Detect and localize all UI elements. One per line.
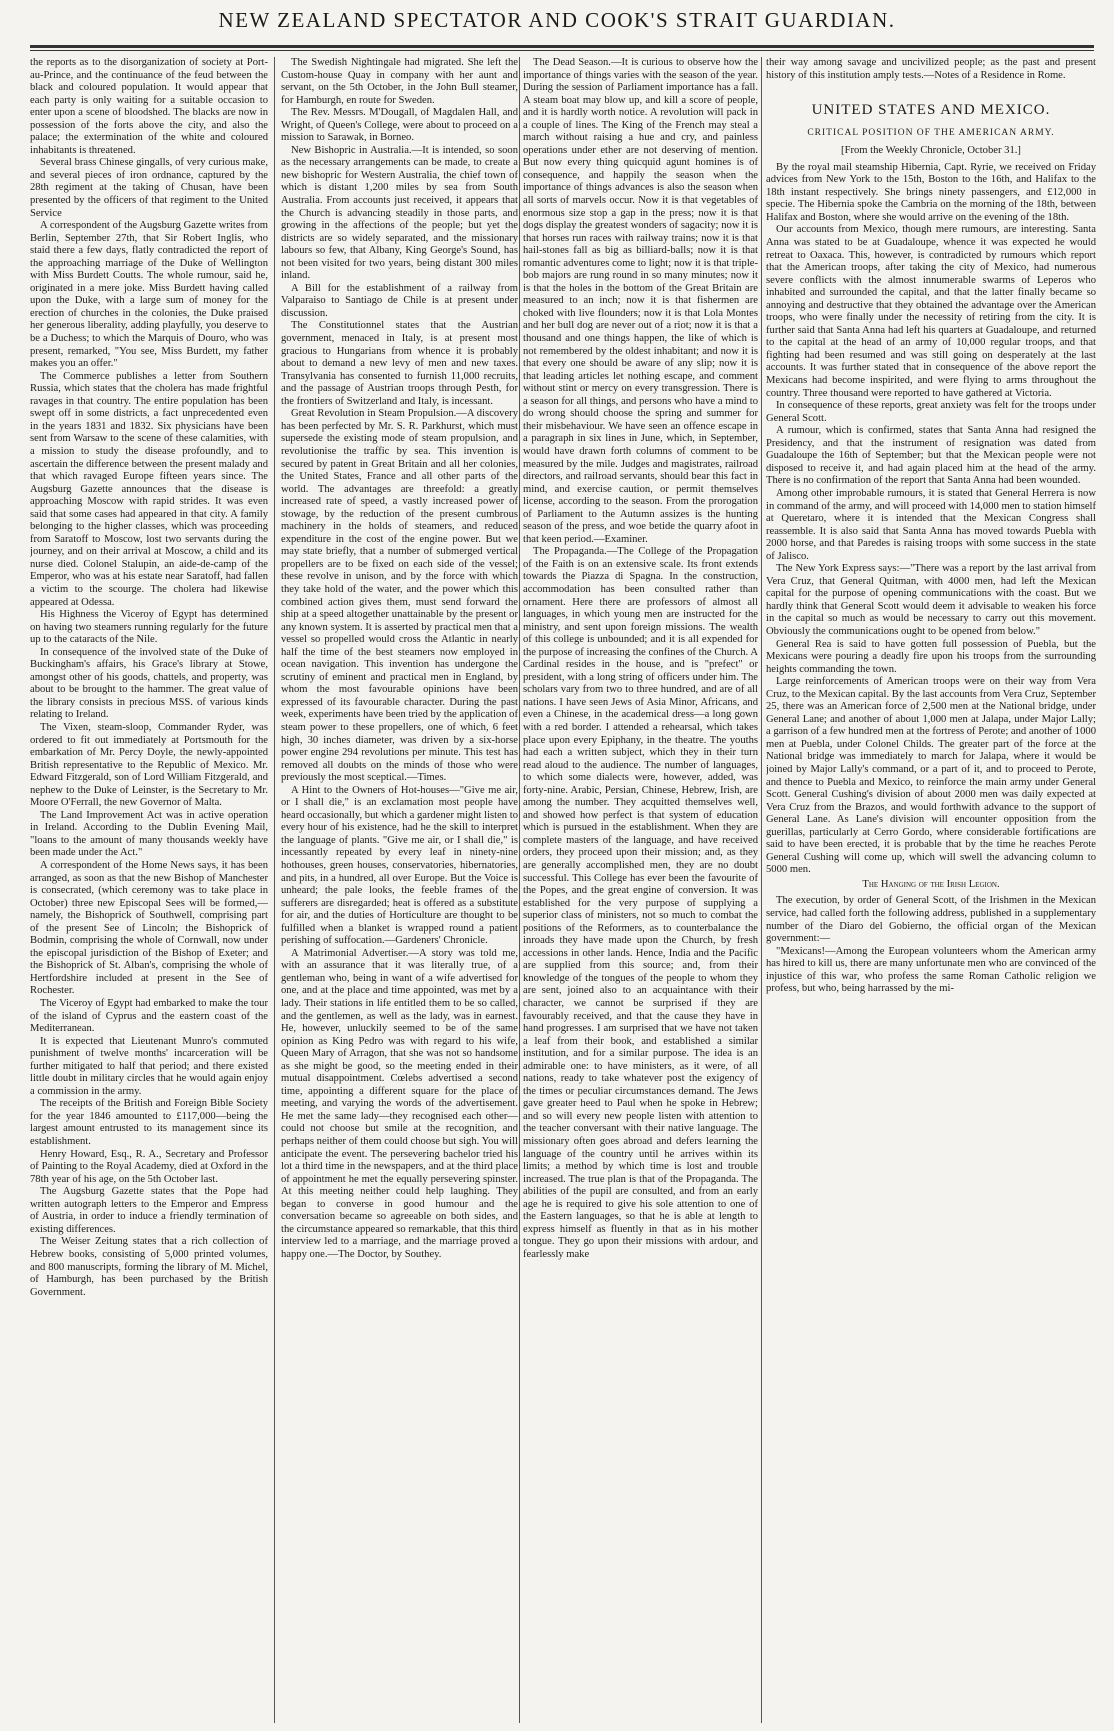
article-paragraph: A Hint to the Owners of Hot-houses—"Give me air, or I shall die," is an exclamation most people have heard occasionally, but which a gardener might listen to every hour of his existence, had he the skill to interpret the language of plants. "Give me air, or I shall die," is incessantly repeated by every leaf in ninety-nine hothouses, green houses, conservatories, hibernatories, and pits, in a hundred, all over Europe. But the Voice is unheard; the pale looks, the feeble frames of the sufferers are disregarded; heat is offered as a substitute for air, and the duties of Horticulture are thought to be fulfilled when a blanket is wrapped round a patient perishing of suffocation.—Gardeners' Chronicle. bbox=[281, 784, 518, 947]
article-paragraph: A correspondent of the Augsburg Gazette writes from Berlin, September 27th, that Sir Robert Inglis, who staid there a few days, flatly contradicted the report of the approaching marriage of the Duke of Wellington with Miss Burdett Coutts. The whole rumour, said he, originated in a mere joke. Miss Burdett having called upon the Duke, with a large sum of money for the erection of churches in the colonies, the Duke praised her generous liberality, adding playfully, you deserve to be a Duchess; to which the Marquis of Douro, who was present, remarked, "You see, Miss Burdett, my father makes you an offer." bbox=[30, 220, 268, 370]
article-paragraph: The Constitutionnel states that the Austrian government, menaced in Italy, is at present most gracious to Hungarians from whence it is probably about to demand a new levy of men and new taxes. Transylvania has consented to furnish 11,000 recruits, and the passage of Austrian troops through Pesth, for the frontiers of Switzerland and Italy, is incessant. bbox=[281, 320, 518, 407]
article-paragraph: His Highness the Viceroy of Egypt has determined on having two steamers running regularly for the future up to the cataracts of the Nile. bbox=[30, 609, 268, 646]
article-paragraph: The Swedish Nightingale had migrated. She left the Custom-house Quay in company with her aunt and servant, on the 5th October, in the John Bull steamer, for Hamburgh, en route for Sweden. bbox=[281, 57, 518, 106]
masthead-title: NEW ZEALAND SPECTATOR AND COOK'S STRAIT GUARDIAN. bbox=[218, 8, 896, 32]
article-paragraph: Several brass Chinese gingalls, of very curious make, and several pieces of iron ordnance, captured by the 28th regiment at the taking of Chusan, have been presented by the officers of that regiment to the United Service bbox=[30, 157, 268, 219]
article-paragraph: Henry Howard, Esq., R. A., Secretary and Professor of Painting to the Royal Academy, died at Oxford in the 78th year of his age, on the 5th October last. bbox=[30, 1148, 268, 1185]
section-subheading: CRITICAL POSITION OF THE AMERICAN ARMY. bbox=[807, 127, 1055, 138]
article-paragraph: General Rea is said to have gotten full possession of Puebla, but the Mexicans were pouring a deadly fire upon his troops from the surrounding heights commanding the town. bbox=[766, 638, 1096, 675]
column-divider bbox=[519, 57, 520, 1723]
article-paragraph: The Vixen, steam-sloop, Commander Ryder, was ordered to fit out immediately at Portsmouth for the embarkation of Mr. Percy Doyle, the newly-appointed British representative to the Republic of Mexico. Mr. Edward Fitzgerald, son of Lord William Fitzgerald, and nephew to the Duke of Leinster, is the Secretary to Mr. Moore O'Ferrall, the new Governor of Malta. bbox=[30, 721, 268, 809]
article-paragraph: The Propaganda.—The College of the Propagation of the Faith is on an extensive scale. Its front extends towards the Piazza di Spagna. In the construction, accommodation has been consulted rather than ornament. Here there are professors of almost all languages, in which young men are instructed for the ministry, and sent upon foreign missions. The wealth of this college is unbounded; and it is all expended for the purpose of increasing the confines of the Church. A Cardinal resides in the house, and is "prefect" or president, with a long string of officers under him. The scholars vary from two to three hundred, and are of all nations. I have seen Jews of Asia Minor, Africans, and even a Chinese, in the academical dress—a long gown with a red border. I attended a rehearsal, which takes place upon every Epiphany, in the theatre. The youths had each a written subject, which they in their turn read aloud to the audience. The number of languages, to which some dialects were, however, added, was forty-nine. Arabic, Persian, Chinese, Hebrew, Irish, are among the number. They acquitted themselves well, and showed how perfect is that system of education which is pursued in the establishment. When they are complete masters of the language, and have received orders, they proceed upon their mission; and, as they are generally accomplished men, they are no doubt successful. This College has ever been the favourite of the Popes, and the great engine of conversion. It was established for the very purpose of supplying a superior class of ministers, not so much to combat the positions of the Reformers, as to counterbalance the inroads they have made upon the Church, by fresh accessions in other lands. Hence, India and the Pacific are supplied from this source; and, from their knowledge of the tongues of the people to whom they are sent, joined also to an acquaintance with their character, we cannot be surprised if they are favourably received, and that the cause they have in hand progresses. I am surprised that we have not taken a leaf from their book, and established a similar institution, and for a similar purpose. The idea is an admirable one: to have ministers, as it were, of all nations, ready to take whatever post the exigency of the times or peculiar circumstances demand. The Jews gave greater heed to Paul when he spoke in Hebrew; and so will every new people listen with attention to the teacher conversant with their native language. The missionary often goes abroad and defers learning the language of the country until he arrives within its limits; a method by which time is lost and trouble increased. The true plan is that of the Propaganda. The abilities of the pupil are consulted, and from an early age he is required to give his sole attention to one of the Eastern languages, so that he is able at length to express himself as fluently in that as in his mother tongue. They go upon their missions with ardour, and fearlessly make bbox=[523, 546, 758, 1260]
article-paragraph: "Mexicans!—Among the European volunteers whom the American army has hired to kill us, there are many unfortunate men who are convinced of the injustice of this war, who profess the same Roman Catholic religion we profess, but who, being harrassed by the mi- bbox=[766, 945, 1096, 995]
column-1 bbox=[30, 57, 268, 1723]
article-paragraph: The New York Express says:—"There was a report by the last arrival from Vera Cruz, that General Quitman, with 4000 men, had left the Mexican capital for the purpose of opening communications with the coast. But we hardly think that General Scott would deem it advisable to weaken his force in the capital so much as would be necessary to carry out this movement. Obviously the communications ought to be opened from below." bbox=[766, 563, 1096, 637]
section-heading: UNITED STATES AND MEXICO. bbox=[811, 102, 1051, 119]
article-paragraph: the reports as to the disorganization of society at Port-au-Prince, and the continuance of the feud between the black and coloured population. It would appear that each party is only waiting for a suitable occasion to enter upon a scene of bloodshed. The blacks are now in possession of the forts above the city, and also the palace; the extermination of the white and coloured inhabitants is threatened. bbox=[30, 57, 268, 156]
article-paragraph: The Viceroy of Egypt had embarked to make the tour of the island of Cyprus and the eastern coast of the Mediterranean. bbox=[30, 998, 268, 1035]
article-paragraph: their way among savage and uncivilized people; as the past and present history of this institution amply tests.—Notes of a Residence in Rome. bbox=[766, 57, 1096, 81]
article-paragraph: Large reinforcements of American troops were on their way from Vera Cruz, to the Mexican capital. By the last accounts from Vera Cruz, September 25, there was an American force of 2,500 men at the National bridge, under General Lane; and another of about 1,000 men at Jalapa, under Major Lally; a garrison of a few hundred men at the fortress of Perote; and another of 1000 men at Puebla, under Colonel Childs. The greater part of the force at the National bridge was immediately to march for Jalapa, where it would be joined by Major Lally's command, or a part of it, and to proceed to Perote, and thence to Puebla and Mexico, to reinforce the main army under General Scott. General Cushing's division of about 2000 men was daily expected at Vera Cruz from the Brazos, and would forthwith advance to the support of General Lane. As Lane's division will encounter opposition from the guerillas, particularly at Cerro Gordo, where considerable fortifications are said to have been erected, it is probable that by the time he reaches Perote General Cushing will come up, which will swell the advancing column to 5000 men. bbox=[766, 676, 1096, 876]
column-3 bbox=[523, 57, 758, 1723]
article-paragraph: A correspondent of the Home News says, it has been arranged, as soon as that the new Bishop of Manchester is consecrated, (which ceremony was to take place in October) three new Episcopal Sees will be formed,—namely, the Bishoprick of Southwell, comprising part of the present See of Lincoln; the Bishoprick of Bodmin, comprising the whole of Cornwall, now under the episcopal jurisdiction of the Bishop of Exeter; and the Bishoprick of St. Alban's, comprising the whole of Hertfordshire included at present in the See of Rochester. bbox=[30, 860, 268, 997]
article-paragraph: It is expected that Lieutenant Munro's commuted punishment of twelve months' incarceration will be further mitigated to half that period; and there existed little doubt in military circles that he would again enjoy a commission in the army. bbox=[30, 1035, 268, 1097]
article-paragraph: Among other improbable rumours, it is stated that General Herrera is now in command of the army, and will proceed with 14,000 men to station himself at Queretaro, where it is intended that the Mexican Congress shall reassemble. It is also said that Santa Anna has moved towards Puebla with 2000 horse, and that Paredes is raising troops with some success in the state of Jalisco. bbox=[766, 487, 1096, 562]
article-paragraph: The Rev. Messrs. M'Dougall, of Magdalen Hall, and Wright, of Queen's College, were about to proceed on a mission to Sarawak, in Borneo. bbox=[281, 107, 518, 144]
article-paragraph: The execution, by order of General Scott, of the Irishmen in the Mexican service, had called forth the following address, published in a supplementary number of the Diaro del Gobierno, the official organ of the Mexican government:— bbox=[766, 895, 1096, 945]
article-paragraph: Great Revolution in Steam Propulsion.—A discovery has been perfected by Mr. S. R. Parkhurst, which must supersede the existing mode of steam propulsion, and revolutionise the traffic by sea. This invention is secured by patent in Great Britain and all her colonies, the United States, France and all other parts of the world. The advantages are threefold: a greatly increased rate of speed, a vastly increased power of stowage, by the reduction of the present cumbrous machinery in the holds of steamers, and reduced expenditure in the cost of the engine power. But we may state briefly, that a number of submerged vertical propellers are to be fixed on each side of the vessel; these revolve in unison, and by the force with which they take hold of the water, and the power which this combined action gives them, must send forward the ship at a speed altogether unattainable by the present or any known system. It is asserted by practical men that a vessel so propelled would cross the Atlantic in nearly half the time of the best steamers now employed in ocean navigation. This invention has undergone the scrutiny of eminent and practical men in England, by whom the most favourable opinions have been expressed of its favourable character. During the past week, experiments have been tried by the application of steam power to these propellers, one of which, 6 feet high, 30 inches diameter, was driven by a six-horse power engine 294 revolutions per minute. This test has removed all doubts on the minds of those who were previously the most sceptical.—Times. bbox=[281, 408, 518, 784]
section-credit: [From the Weekly Chronicle, October 31.] bbox=[841, 145, 1021, 157]
subsection-heading: The Hanging of the Irish Legion. bbox=[862, 878, 1000, 890]
article-paragraph: The Land Improvement Act was in active operation in Ireland. According to the Dublin Evening Mail, "loans to the amount of many thousands weekly have been made under the Act." bbox=[30, 809, 268, 859]
article-paragraph: The Commerce publishes a letter from Southern Russia, which states that the cholera has made frightful ravages in that country. The entire population has been swept off in some districts, a fact unprecedented even in the years 1831 and 1832. Six physicians have been sent from Warsaw to the scene of these calamities, with a mission to study the disease profoundly, and to ascertain the difference between the present malady and that which ravaged Europe fifteen years since. The Augsburg Gazette announces that the disease is approaching Moscow with rapid strides. It was even said that some cases had appeared in that city. A family belonging to the higher classes, which was proceeding from Saratoff to Moscow, lost two servants during the journey, and on their arrival at Moscow, a child and its nurse died. Colonel Stalupin, an aide-de-camp of the Emperor, who was at his estate near Saratoff, had fallen a victim to the scourge. The cholera had likewise appeared at Odessa. bbox=[30, 370, 268, 608]
masthead-rule-thin bbox=[30, 50, 1094, 51]
column-4 bbox=[766, 57, 1096, 1723]
article-paragraph: By the royal mail steamship Hibernia, Capt. Ryrie, we received on Friday advices from New York to the 15th, Boston to the 16th, and Halifax to the 18th instant respectively. She brings ninety passengers, and £12,000 in specie. The Hibernia spoke the Cambria on the morning of the 18th, between Halifax and Boston, where she would arrive on the evening of the 18th. bbox=[766, 161, 1096, 223]
article-paragraph: A rumour, which is confirmed, states that Santa Anna had resigned the Presidency, and that the instrument of resignation was dated from Guadaloupe the 16th of September; but that the Mexican people were not disposed to receive it, and had again placed him at the head of the army. There is no confirmation of the report that Santa Anna had been wounded. bbox=[766, 425, 1096, 487]
column-2 bbox=[281, 57, 518, 1723]
article-paragraph: A Matrimonial Advertiser.—A story was told me, with an assurance that it was literally true, of a gentleman who, being in want of a wife advertised for one, and at the place and time appointed, was met by a lady. Their stations in life entitled them to be so called, and the gentlemen, as well as the lady, was in earnest. He, however, unluckily seemed to be of the same opinion as King Pedro was with regard to his wife, Queen Mary of Arragon, that she was not so handsome as she might be good, so the meeting ended in their mutual disappointment. Cœlebs advertised a second time, appointing a different square for the place of meeting, and varying the words of the advertisement. He met the same lady—they recognised each other—could not choose but smile at the recognition, and perhaps neither of them could choose but sigh. You will anticipate the event. The persevering bachelor tried his lot a third time in the newspapers, and at the third place of appointment he met the equally persevering spinster. At this meeting neither could help laughing. They began to converse in good humour and the conversation became so agreeable on both sides, and the circumstance appeared so remarkable, that this third interview led to a marriage, and the marriage proved a happy one.—The Doctor, by Southey. bbox=[281, 947, 518, 1260]
masthead-rule-thick bbox=[30, 45, 1094, 48]
article-paragraph: Our accounts from Mexico, though mere rumours, are interesting. Santa Anna was stated to be at Guadaloupe, whence it was expected he would retreat to Oaxaca. This, however, is contradicted by rumours which report that the American troops, after taking the city of Mexico, had numerous severe conflicts with the almost innumerable swarms of Leperos who inhabited and surrounded the capital, and that the latter finally became so annoying and destructive that they obtained the advantage over the American troops, who were finally under the necessity of retiring from the city. It is further said that Santa Anna had left his quarters at Guadaloupe, and returned to the capital at the head of an army of 10,000 regular troops, and that fighting had been resumed and was still going on desperately at the last accounts. It was further stated that in consequence of the above report the Mexicans had become inspirited, and were flying to arms throughout the country. Three thousand were reported to have gathered at Victoria. bbox=[766, 224, 1096, 399]
article-paragraph: In consequence of the involved state of the Duke of Buckingham's affairs, his Grace's library at Stowe, amongst other of his goods, chattels, and property, was about to be brought to the hammer. The great value of the library consists in precious MSS. of various kinds relating to Ireland. bbox=[30, 646, 268, 721]
article-paragraph: In consequence of these reports, great anxiety was felt for the troops under General Scott. bbox=[766, 400, 1096, 424]
article-paragraph: The Dead Season.—It is curious to observe how the importance of things varies with the season of the year. During the session of Parliament importance has a fall. A steam boat may blow up, and kill a score of people, and it is hardly worth notice. A revolution will pack in a couple of lines. The King of the French may steal a march without raising a hue and cry, and painless operations under ether are not deserving of mention. But now every thing quicquid agunt homines is of consequence, and happily the season when the importance of things advances is also the season when all sorts of marvels occur. Now it is that vegetables of enormous size stop a gap in the press; now it is that dogs display the greatest wonders of sagacity; now it is that horses run races with railway trains; now it is that hail-stones fall as big as billiard-balls; now it is that romantic adventures come to light; now it is that triple-bob majors are rung round in so many minutes; now it is that the holes in the bottom of the Great Britain are measured to an inch; now it is that fishermen are choked with live flounders; now it is that Lola Montes and her bull dog are never out of a riot; now it is that a thousand and one things happen, the like of which is not remembered by the oldest inhabitant; and now it is that every one should be aware of any slip; now it is that leading articles let nothing escape, and comment without stint or mercy on every transgression. There is a season for all things, and persons who have a mind to do wrong should choose the spring and summer for their misbehaviour. We have seen an offence escape in a paragraph in six lines in June, which, in September, would have drawn forth columns of comment to be measured by the mile. Judges and magistrates, railroad directors, and railroad servants, should bear this fact in mind, and exercise caution, or permit themselves license, according to the season. From the prorogation of Parliament to the Autumn assizes is the hunting season of the press, and woe betide the quarry afoot in that keen period.—Examiner. bbox=[523, 57, 758, 545]
article-paragraph: A Bill for the establishment of a railway from Valparaiso to Santiago de Chile is at present under discussion. bbox=[281, 282, 518, 319]
article-paragraph: The Augsburg Gazette states that the Pope had written autograph letters to the Emperor and Empress of Austria, in order to induce a friendly termination of existing differences. bbox=[30, 1186, 268, 1235]
column-divider bbox=[761, 57, 762, 1723]
article-paragraph: New Bishopric in Australia.—It is intended, so soon as the necessary arrangements can be made, to create a new bishopric for Western Australia, the chief town of which is distant 1,200 miles by sea from South Australia. From accounts just received, it appears that the Church is advancing steadily in those parts, and growing in the affections of the people; but yet the districts are so widely separated, and the missionary labours so few, that Albany, King George's Sound, has not been visited for two years, being distant 300 miles inland. bbox=[281, 144, 518, 282]
article-paragraph: The receipts of the British and Foreign Bible Society for the year 1846 amounted to £117,000—being the largest amount entrusted to its management since its establishment. bbox=[30, 1098, 268, 1148]
article-paragraph: The Weiser Zeitung states that a rich collection of Hebrew books, consisting of 5,000 printed volumes, and 800 manuscripts, forming the library of M. Michel, of Hamburgh, has been purchased by the British Government. bbox=[30, 1236, 268, 1298]
column-divider bbox=[274, 57, 275, 1723]
